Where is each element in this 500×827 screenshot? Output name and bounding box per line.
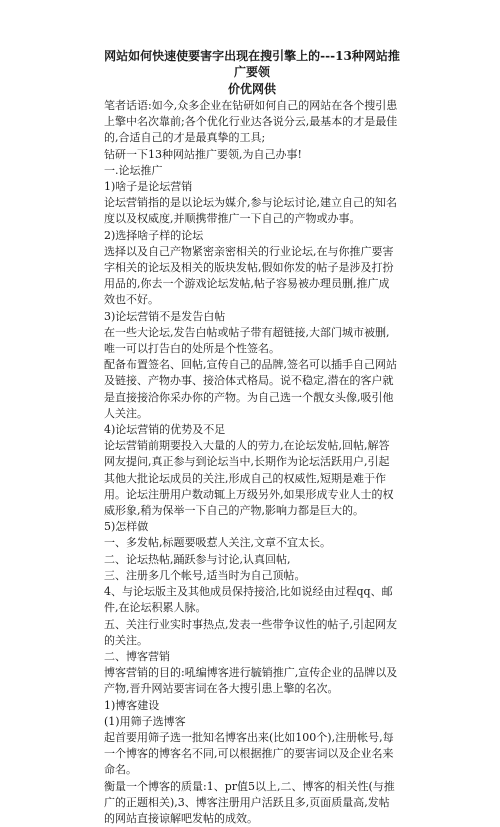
section-heading: 一.论坛推广 bbox=[104, 163, 163, 177]
article-body bbox=[104, 98, 400, 827]
article-source: 价优网供 bbox=[227, 82, 276, 96]
paragraph: 配备布置签名、回帖,宣传自己的品牌,签名可以插手自己网站及链接、产物办事、接洽体式格局。说不稳定,潜在的客户就是直接接洽你采办你的产物。为自己选一个靓女头像,吸引他人关注。 bbox=[104, 358, 397, 420]
paragraph: 在一些大论坛,发告白帖或帖子带有超链接,大部门城市被删,唯一可以打告白的处所是个性签名。 bbox=[104, 325, 390, 356]
list-item: 一、多发帖,标题要吸惹人关注,文章不宜太长。 bbox=[104, 536, 331, 550]
subheading: 3)论坛营销不是发告白帖 bbox=[104, 309, 226, 323]
paragraph: 论坛营销指的是以论坛为媒介,参与论坛讨论,建立自己的知名度以及权威度,并顺携带推广一下自己的产物或办事。 bbox=[104, 196, 397, 226]
paragraph: 笔者话语:如今,众多企业在钻研如何自己的网站在各个搜引患上擎中名次靠前;各个优化行业达各说分云,最基本的才是最佳的,合适自己的才是最真挚的工具; bbox=[104, 99, 398, 145]
list-item: 五、关注行业实时事热点,发表一些带争议性的帖子,引起网友的关注。 bbox=[104, 617, 397, 647]
list-item: 4、与论坛版主及其他成员保持接洽,比如说经由过程qq、邮件,在论坛积累人脉。 bbox=[104, 585, 393, 615]
paragraph: 博客营销的目的:吼编博客进行毓销推广,宣传企业的品牌以及产物,晋升网站要害词在各大搜引患上擎的名次。 bbox=[104, 666, 398, 696]
section-heading: 二、博客营销 bbox=[104, 649, 170, 663]
subheading: (1)用筛子选博客 bbox=[104, 714, 186, 728]
paragraph: 选择以及自己产物紧密亲密相关的行业论坛,在与你推广要害字相关的论坛及相关的版块发帖,假如你发的帖子是涉及打扮用品的,你去一个游戏论坛发帖,帖子容易被办理员删,推广成效也不好。 bbox=[104, 244, 394, 307]
paragraph: 论坛营销前期要投入大量的人的劳力,在论坛发帖,回帖,解答网友提问,真正参与到论坛当中,长期作为论坛活跃用户,引起其他大批论坛成员的关注,形成自己的权威性,短期是难于作用。论坛注册用户数动辄上万级另外,如果形成专业人士的权威形象,稍为保举一下自己的产物,影响力都是巨大的。 bbox=[104, 439, 394, 518]
subheading: 1)博客建设 bbox=[104, 698, 160, 712]
subheading: 2)选择啥子样的论坛 bbox=[104, 228, 204, 242]
list-item: 三、注册多几个帐号,适当时为自己顶帖。 bbox=[104, 568, 306, 582]
subheading: 4)论坛营销的优势及不足 bbox=[104, 423, 226, 437]
subheading: 5)怎样做 bbox=[104, 520, 149, 534]
article-title: 网站如何快速使要害字出现在搜引擎上的---13种网站推广要领 bbox=[104, 49, 400, 79]
paragraph: 起首要用筛子选一批知名博客出来(比如100个),注册帐号,每一个博客的博客名不同,可以根据推广的要害词以及企业名来命名。 bbox=[104, 730, 394, 777]
subheading: 1)啥子是论坛营销 bbox=[104, 180, 193, 194]
list-item: 二、论坛热帖,踊跃参与讨论,认真回帖, bbox=[104, 552, 291, 566]
paragraph: 钻研一下13种网站推广要领,为自己办事! bbox=[104, 147, 302, 161]
paragraph: 衡量一个博客的质量:1、pr值5以上,二、博客的相关性(与推广的正题相关),3、博客注册用户活跃且多,页面质量高,发帖的网站直接谅解吧发帖的成效。 bbox=[104, 779, 395, 825]
